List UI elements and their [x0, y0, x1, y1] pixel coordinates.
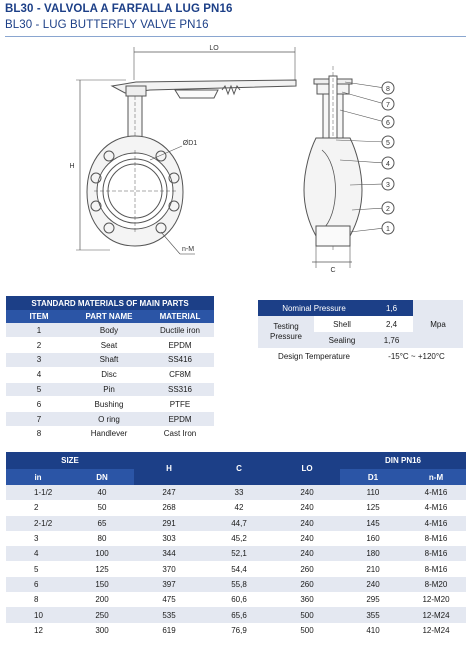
dimensions-cell-lo: 260 — [274, 561, 340, 576]
dimensions-row — [6, 561, 466, 576]
dimensions-cell-in: 6 — [6, 577, 70, 592]
dimensions-row — [6, 592, 466, 607]
dimensions-cell-d1: 125 — [340, 500, 406, 515]
dimensions-cell-nm: 8-M16 — [406, 531, 466, 546]
materials-cell-item: 6 — [6, 397, 72, 412]
dimensions-cell-nm: 4-M16 — [406, 485, 466, 500]
callout-8: 8 — [386, 86, 390, 93]
callout-4: 4 — [386, 161, 390, 168]
header-size: SIZE — [6, 452, 134, 469]
materials-cell-material: EPDM — [146, 412, 214, 427]
dimensions-row — [6, 485, 466, 500]
materials-row — [6, 427, 214, 442]
materials-cell-part: Shaft — [72, 353, 146, 368]
dimensions-row — [6, 623, 466, 638]
materials-cell-item: 2 — [6, 338, 72, 353]
materials-cell-material: Cast Iron — [146, 427, 214, 442]
materials-cell-part: Handlever — [72, 427, 146, 442]
pressure-unit: Mpa — [413, 300, 463, 348]
materials-row — [6, 412, 214, 427]
callout-5: 5 — [386, 140, 390, 147]
callout-7: 7 — [386, 102, 390, 109]
header-nm: n-M — [406, 469, 466, 485]
materials-cell-part: O ring — [72, 412, 146, 427]
materials-cell-part: Body — [72, 323, 146, 338]
materials-row — [6, 323, 214, 338]
dimensions-cell-c: 45,2 — [204, 531, 274, 546]
materials-cell-part: Pin — [72, 382, 146, 397]
materials-cell-material: PTFE — [146, 397, 214, 412]
dimensions-row — [6, 577, 466, 592]
design-temperature-value: -15°C ~ +120°C — [370, 348, 463, 364]
title-italian: BL30 - VALVOLA A FARFALLA LUG PN16 — [5, 3, 233, 15]
dimensions-cell-lo: 240 — [274, 516, 340, 531]
dimensions-cell-in: 10 — [6, 607, 70, 622]
callout-1: 1 — [386, 226, 390, 233]
materials-cell-part: Bushing — [72, 397, 146, 412]
sealing-label: Sealing — [314, 332, 370, 348]
header-dn: DN — [70, 469, 134, 485]
title-english: BL30 - LUG BUTTERFLY VALVE PN16 — [5, 19, 209, 31]
dimensions-cell-d1: 160 — [340, 531, 406, 546]
nm-label: n-M — [181, 246, 195, 253]
materials-caption: STANDARD MATERIALS OF MAIN PARTS — [6, 296, 214, 310]
lo-label: LO — [209, 45, 219, 52]
dimensions-cell-dn: 300 — [70, 623, 134, 638]
dimensions-cell-nm: 12-M20 — [406, 592, 466, 607]
dimensions-cell-dn: 150 — [70, 577, 134, 592]
dimensions-cell-lo: 240 — [274, 531, 340, 546]
dimensions-cell-in: 2 — [6, 500, 70, 515]
materials-header-item: ITEM — [6, 310, 72, 323]
dimensions-cell-in: 4 — [6, 546, 70, 561]
title-divider — [5, 36, 466, 37]
dimensions-cell-h: 303 — [134, 531, 204, 546]
materials-cell-material: EPDM — [146, 338, 214, 353]
dimensions-cell-in: 1-1/2 — [6, 485, 70, 500]
header-in: in — [6, 469, 70, 485]
dimensions-cell-d1: 145 — [340, 516, 406, 531]
dimensions-cell-c: 44,7 — [204, 516, 274, 531]
materials-row — [6, 367, 214, 382]
dimensions-cell-c: 60,6 — [204, 592, 274, 607]
materials-cell-material: CF8M — [146, 367, 214, 382]
header-c: C — [204, 452, 274, 485]
dimensions-cell-c: 55,8 — [204, 577, 274, 592]
header-h: H — [134, 452, 204, 485]
header-d1: D1 — [340, 469, 406, 485]
materials-row — [6, 353, 214, 368]
dimensions-cell-c: 54,4 — [204, 561, 274, 576]
header-lo: LO — [274, 452, 340, 485]
dimensions-cell-dn: 50 — [70, 500, 134, 515]
dimensions-cell-d1: 110 — [340, 485, 406, 500]
design-temperature-label: Design Temperature — [258, 348, 370, 364]
dimensions-cell-c: 42 — [204, 500, 274, 515]
dimensions-row — [6, 531, 466, 546]
dimensions-cell-nm: 4-M16 — [406, 500, 466, 515]
dimensions-cell-dn: 65 — [70, 516, 134, 531]
materials-row — [6, 397, 214, 412]
header-din: DIN PN16 — [340, 452, 466, 469]
dimensions-cell-lo: 500 — [274, 623, 340, 638]
dimensions-cell-h: 268 — [134, 500, 204, 515]
dimensions-cell-d1: 180 — [340, 546, 406, 561]
dimensions-cell-in: 3 — [6, 531, 70, 546]
dimensions-cell-lo: 260 — [274, 577, 340, 592]
dimensions-cell-d1: 410 — [340, 623, 406, 638]
dimensions-row — [6, 516, 466, 531]
dimensions-cell-dn: 80 — [70, 531, 134, 546]
dimensions-cell-d1: 355 — [340, 607, 406, 622]
materials-cell-material: Ductile iron — [146, 323, 214, 338]
testing-pressure-label: Testing Pressure — [258, 316, 314, 348]
materials-header-part: PART NAME — [72, 310, 146, 323]
dimensions-cell-lo: 240 — [274, 546, 340, 561]
dimensions-cell-lo: 500 — [274, 607, 340, 622]
materials-cell-item: 3 — [6, 353, 72, 368]
dimensions-cell-h: 619 — [134, 623, 204, 638]
dimensions-cell-in: 8 — [6, 592, 70, 607]
dimensions-cell-lo: 240 — [274, 485, 340, 500]
materials-row — [6, 382, 214, 397]
materials-cell-item: 1 — [6, 323, 72, 338]
materials-cell-item: 8 — [6, 427, 72, 442]
pressure-table — [258, 300, 463, 364]
materials-table — [6, 296, 214, 442]
materials-header-material: MATERIAL — [146, 310, 214, 323]
dimensions-row — [6, 546, 466, 561]
dimensions-cell-c: 33 — [204, 485, 274, 500]
dimensions-cell-dn: 250 — [70, 607, 134, 622]
h-label: H — [69, 163, 75, 170]
callout-6: 6 — [386, 120, 390, 127]
dimensions-cell-dn: 40 — [70, 485, 134, 500]
dimensions-cell-c: 65,6 — [204, 607, 274, 622]
dimensions-table — [6, 452, 466, 638]
shell-value: 2,4 — [370, 316, 413, 332]
materials-cell-item: 4 — [6, 367, 72, 382]
dimensions-cell-nm: 12-M24 — [406, 607, 466, 622]
dimensions-cell-h: 247 — [134, 485, 204, 500]
c-label: C — [330, 267, 336, 274]
dimensions-cell-nm: 4-M16 — [406, 516, 466, 531]
materials-cell-part: Disc — [72, 367, 146, 382]
dimensions-row — [6, 607, 466, 622]
dimensions-cell-dn: 200 — [70, 592, 134, 607]
sealing-value: 1,76 — [370, 332, 413, 348]
dimensions-cell-d1: 240 — [340, 577, 406, 592]
dimensions-cell-h: 291 — [134, 516, 204, 531]
nominal-pressure-value: 1,6 — [370, 300, 413, 316]
materials-cell-part: Seat — [72, 338, 146, 353]
dimensions-cell-lo: 360 — [274, 592, 340, 607]
shell-label: Shell — [314, 316, 370, 332]
dimensions-cell-dn: 100 — [70, 546, 134, 561]
dimensions-cell-d1: 295 — [340, 592, 406, 607]
materials-cell-item: 5 — [6, 382, 72, 397]
dimensions-cell-h: 397 — [134, 577, 204, 592]
materials-cell-material: SS316 — [146, 382, 214, 397]
dimensions-cell-h: 344 — [134, 546, 204, 561]
dimensions-cell-c: 76,9 — [204, 623, 274, 638]
dimensions-cell-lo: 240 — [274, 500, 340, 515]
materials-row — [6, 338, 214, 353]
callout-2: 2 — [386, 206, 390, 213]
dimensions-cell-dn: 125 — [70, 561, 134, 576]
dimensions-cell-nm: 12-M24 — [406, 623, 466, 638]
dimensions-row — [6, 500, 466, 515]
materials-cell-item: 7 — [6, 412, 72, 427]
dimensions-cell-h: 535 — [134, 607, 204, 622]
dimensions-cell-in: 12 — [6, 623, 70, 638]
nominal-pressure-label: Nominal Pressure — [258, 300, 370, 316]
dimensions-cell-in: 5 — [6, 561, 70, 576]
valve-technical-drawing — [0, 40, 471, 286]
dimensions-cell-nm: 8-M20 — [406, 577, 466, 592]
dimensions-cell-nm: 8-M16 — [406, 561, 466, 576]
dimensions-cell-h: 475 — [134, 592, 204, 607]
dimensions-cell-in: 2-1/2 — [6, 516, 70, 531]
d1-label: ØD1 — [182, 140, 198, 147]
dimensions-cell-d1: 210 — [340, 561, 406, 576]
dimensions-cell-nm: 8-M16 — [406, 546, 466, 561]
dimensions-cell-h: 370 — [134, 561, 204, 576]
dimensions-cell-c: 52,1 — [204, 546, 274, 561]
callout-3: 3 — [386, 182, 390, 189]
materials-cell-material: SS416 — [146, 353, 214, 368]
